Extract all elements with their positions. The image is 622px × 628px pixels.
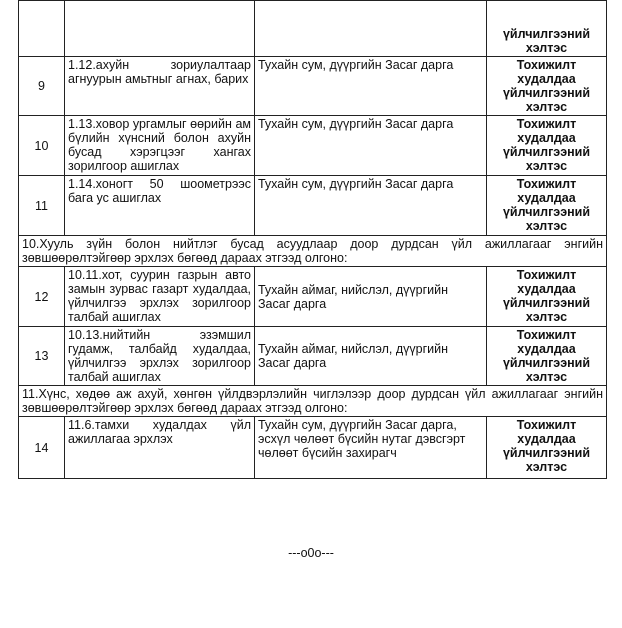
organization-cell: Тохижилт худалдаа үйлчилгээний хэлтэс	[487, 116, 607, 176]
organization-cell: Тохижилт худалдаа үйлчилгээний хэлтэс	[487, 267, 607, 327]
table-row	[19, 176, 607, 236]
row-number	[19, 1, 65, 57]
organization-cell: Тохижилт худалдаа үйлчилгээний хэлтэс	[487, 57, 607, 116]
activity-cell: 1.12.ахуйн зориулалтаар агнуурын амьтныг агнах, барих	[65, 57, 255, 116]
authority-cell: Тухайн сум, дүүргийн Засаг дарга	[255, 116, 487, 176]
organization-cell: үйлчилгээний хэлтэс	[487, 1, 607, 57]
section-heading-row	[19, 386, 607, 417]
authority-cell: Тухайн сум, дүүргийн Засаг дарга	[255, 176, 487, 236]
activity-cell: 10.13.нийтийн эзэмшил гудамж, талбайд худалдаа, үйлчилгээ эрхлэх зорилгоор талбай ашиглах	[65, 327, 255, 386]
authority-cell	[255, 1, 487, 57]
table-row	[19, 1, 607, 57]
row-number: 9	[19, 57, 65, 116]
row-number: 14	[19, 417, 65, 479]
authority-cell: Тухайн сум, дүүргийн Засаг дарга, эсхүл чөлөөт бүсийн нутаг дэвсгэрт чөлөөт бүсийн захирагч	[255, 417, 487, 479]
activity-cell: 1.13.ховор ургамлыг өөрийн ам бүлийн хүнсний болон ахуйн бусад хэрэгцээг хангах зорилгоор ашиглах	[65, 116, 255, 176]
table-row	[19, 116, 607, 176]
row-number: 11	[19, 176, 65, 236]
organization-cell: Тохижилт худалдаа үйлчилгээний хэлтэс	[487, 327, 607, 386]
row-number: 12	[19, 267, 65, 327]
table-row	[19, 417, 607, 479]
end-of-document-mark: ---o0o---	[288, 546, 334, 560]
section-10-heading: 10.Хууль зүйн болон нийтлэг бусад асуудлаар доор дурдсан үйл ажиллагааг энгийн зөвшөөрөлтэйгөөр эрхлэх бөгөөд дараах этгээд олгоно:	[19, 236, 607, 267]
activity-cell: 1.14.хоногт 50 шоометрээс бага ус ашиглах	[65, 176, 255, 236]
row-number: 13	[19, 327, 65, 386]
table-row	[19, 267, 607, 327]
organization-cell: Тохижилт худалдаа үйлчилгээний хэлтэс	[487, 417, 607, 479]
permits-table	[18, 0, 607, 479]
section-heading-row	[19, 236, 607, 267]
activity-cell: 10.11.хот, суурин газрын авто замын зурвас газарт худалдаа, үйлчилгээ эрхлэх зорилгоор талбай ашиглах	[65, 267, 255, 327]
activity-cell: 11.6.тамхи худалдах үйл ажиллагаа эрхлэх	[65, 417, 255, 479]
organization-cell: Тохижилт худалдаа үйлчилгээний хэлтэс	[487, 176, 607, 236]
authority-cell: Тухайн аймаг, нийслэл, дүүргийн Засаг дарга	[255, 327, 487, 386]
section-11-heading: 11.Хүнс, хөдөө аж ахуй, хөнгөн үйлдвэрлэлийн чиглэлээр доор дурдсан үйл ажиллагааг энгийн зөвшөөрөлтэйгөөр эрхлэх бөгөөд дараах этгээд олгоно:	[19, 386, 607, 417]
authority-cell: Тухайн сум, дүүргийн Засаг дарга	[255, 57, 487, 116]
row-number: 10	[19, 116, 65, 176]
activity-cell	[65, 1, 255, 57]
table-row	[19, 327, 607, 386]
table-row	[19, 57, 607, 116]
authority-cell: Тухайн аймаг, нийслэл, дүүргийн Засаг дарга	[255, 267, 487, 327]
